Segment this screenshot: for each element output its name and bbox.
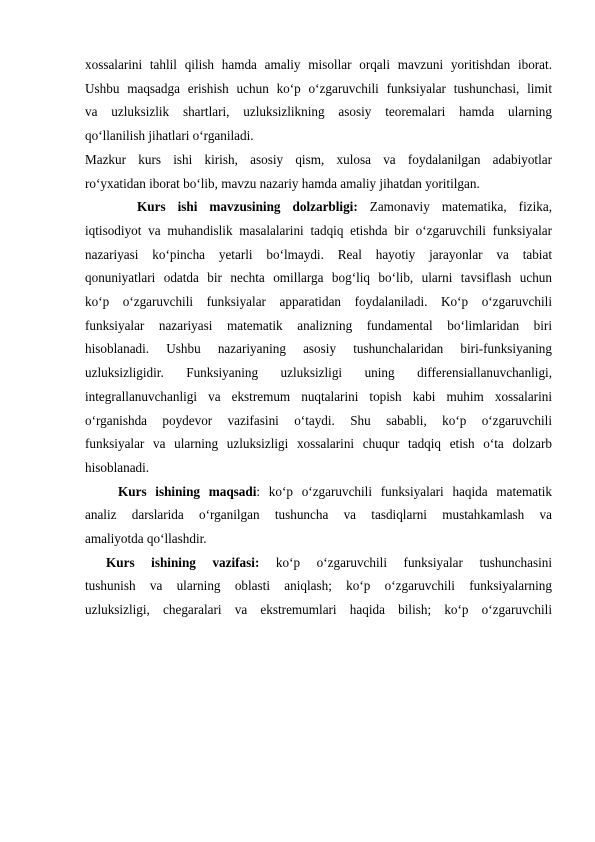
relevance-line: iqtisodiyot va muhandislik masalalarini tadqiq etishda bir o‘zgaruvchili funksiyalar bbox=[85, 222, 552, 238]
relevance-heading: Kurs ishi mavzusining dolzarbligi: bbox=[137, 199, 358, 215]
goal-text: : ko‘p o‘zgaruvchili funksiyalari haqida matematik bbox=[256, 483, 552, 499]
paragraph-intro-line: va uzluksizlik shartlari, uzluksizlikning asosiy teoremalari hamda ularning bbox=[85, 104, 552, 120]
relevance-text: Zamonaviy matematika, fizika, bbox=[357, 199, 552, 215]
goal-line: analiz darslarida o‘rganilgan tushuncha va tasdiqlarni mustahkamlash va bbox=[85, 507, 552, 523]
relevance-line: hisoblanadi. Ushbu nazariyaning asosiy tushunchalaridan biri-funksiyaning bbox=[85, 341, 552, 357]
relevance-first-line bbox=[85, 195, 552, 219]
goal-line: amaliyotda qo‘llashdir. bbox=[85, 531, 207, 547]
tasks-line: tushunish va ularning oblasti aniqlash; ko‘p o‘zgaruvchili funksiyalarning bbox=[85, 578, 552, 594]
tasks-heading: Kurs ishining vazifasi: bbox=[106, 554, 260, 570]
relevance-line: uzluksizligidir. Funksiyaning uzluksizligi uning differensiallanuvchanligi, bbox=[85, 365, 552, 381]
relevance-line: nazariyasi ko‘pincha yetarli bo‘lmaydi. Real hayotiy jarayonlar va tabiat bbox=[85, 246, 552, 262]
goal-heading: Kurs ishining maqsadi bbox=[118, 483, 257, 499]
relevance-line: funksiyalar nazariyasi matematik analizning fundamental bo‘limlaridan biri bbox=[85, 317, 552, 333]
relevance-line: o‘rganishda poydevor vazifasini o‘taydi. Shu sababli, ko‘p o‘zgaruvchili bbox=[85, 412, 552, 428]
paragraph-intro-line: Ushbu maqsadga erishish uchun ko‘p o‘zgaruvchili funksiyalar tushunchasi, limit bbox=[85, 80, 552, 96]
paragraph-structure-line: ro‘yxatidan iborat bo‘lib, mavzu nazariy hamda amaliy jihatdan yoritilgan. bbox=[85, 175, 480, 191]
goal-first-line bbox=[85, 480, 552, 504]
body-text bbox=[85, 53, 552, 622]
paragraph-intro-line: xossalarini tahlil qilish hamda amaliy misollar orqali mavzuni yoritishdan iborat. bbox=[85, 57, 552, 72]
relevance-line: funksiyalar va ularning uzluksizligi xossalarini chuqur tadqiq etish o‘ta dolzarb bbox=[85, 436, 552, 452]
relevance-line: qonuniyatlari odatda bir nechta omillarga bog‘liq bo‘lib, ularni tavsiflash uchun bbox=[85, 270, 552, 286]
relevance-line: integrallanuvchanligi va ekstremum nuqtalarini topish kabi muhim xossalarini bbox=[85, 388, 552, 404]
tasks-text: ko‘p o‘zgaruvchili funksiyalar tushunchasini bbox=[259, 554, 552, 570]
paragraph-structure-line: Mazkur kurs ishi kirish, asosiy qism, xulosa va foydalanilgan adabiyotlar bbox=[85, 151, 552, 167]
relevance-line: hisoblanadi. bbox=[85, 459, 150, 475]
relevance-line: ko‘p o‘zgaruvchili funksiyalar apparatidan foydalaniladi. Ko‘p o‘zgaruvchili bbox=[85, 294, 552, 310]
paragraph-intro-line: qo‘llanilish jihatlari o‘rganiladi. bbox=[85, 128, 254, 144]
tasks-first-line bbox=[85, 551, 552, 575]
tasks-line: uzluksizligi, chegaralari va ekstremumlari haqida bilish; ko‘p o‘zgaruvchili bbox=[85, 602, 552, 618]
